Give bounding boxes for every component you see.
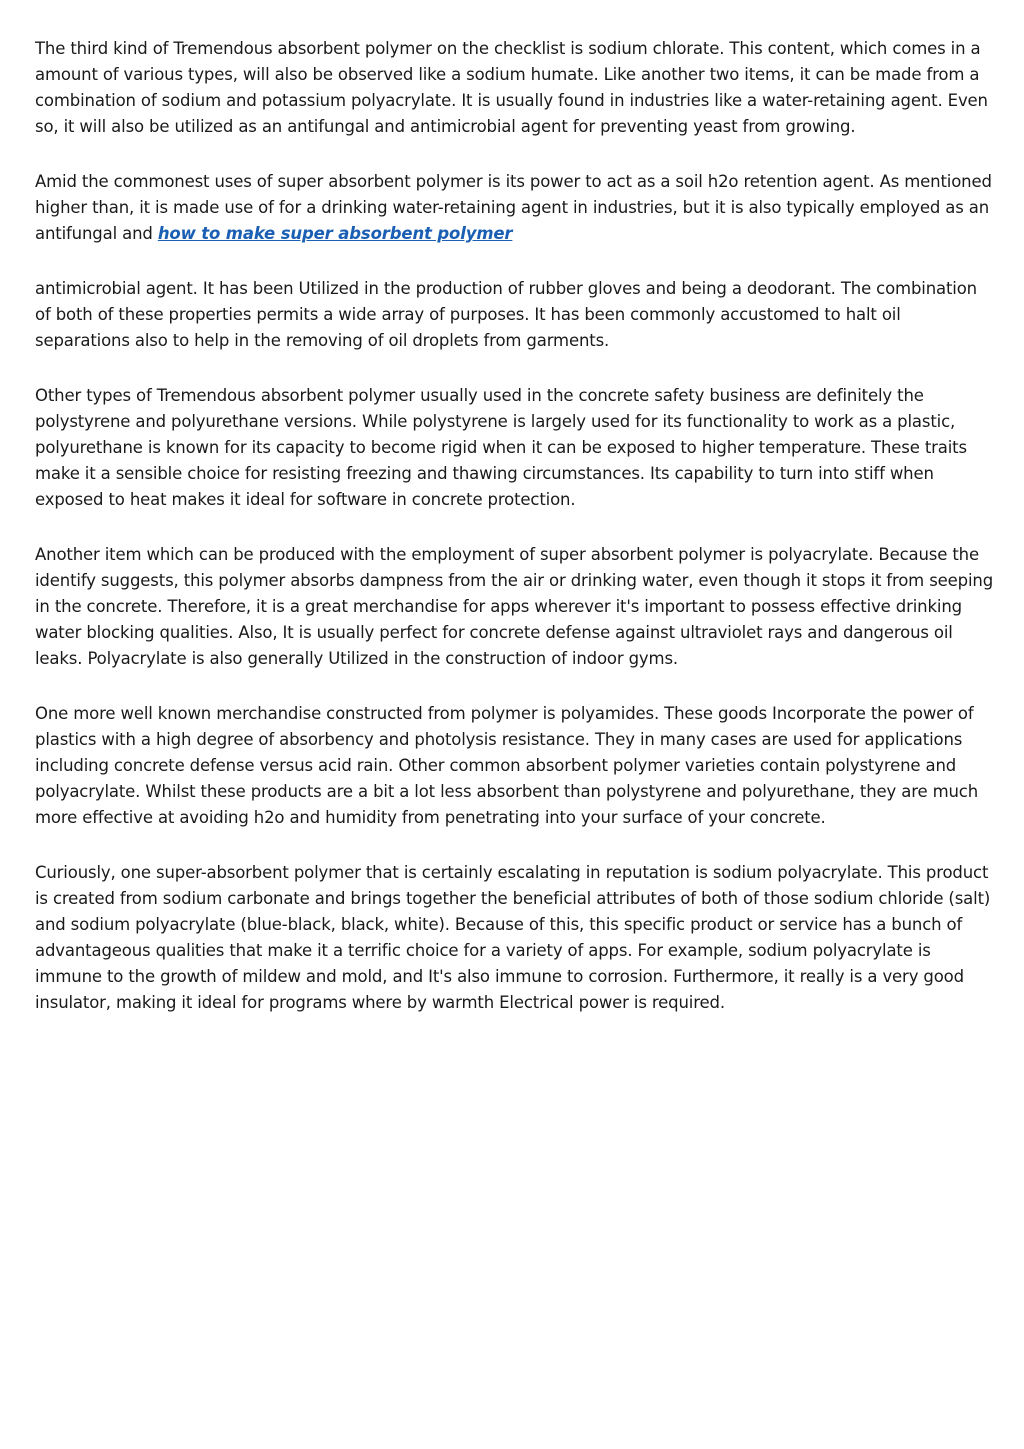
paragraph-2-text: Amid the commonest uses of super absorbent polymer is its power to act as a soil h2o retention agent. As mentioned higher than, it is made use of for a drinking water-retaining agent in industries, but it is also typically employed as an antifungal and <box>35 172 992 243</box>
paragraph-7 <box>35 860 997 1016</box>
paragraph-5-text: Another item which can be produced with the employment of super absorbent polymer is polyacrylate. Because the identify suggests, this polymer absorbs dampness from the air or drinking water, even though it stops it from seeping in the concrete. Therefore, it is a great merchandise for apps wherever it's important to possess effective drinking water blocking qualities. Also, It is usually perfect for concrete defense against ultraviolet rays and dangerous oil leaks. Polyacrylate is also generally Utilized in the construction of indoor gyms. <box>35 545 994 668</box>
paragraph-6-text: One more well known merchandise constructed from polymer is polyamides. These goods Incorporate the power of plastics with a high degree of absorbency and photolysis resistance. They in many cases are used for applications including concrete defense versus acid rain. Other common absorbent polymer varieties contain polystyrene and polyacrylate. Whilst these products are a bit a lot less absorbent than polystyrene and polyurethane, they are much more effective at avoiding h2o and humidity from penetrating into your surface of your concrete. <box>35 704 979 827</box>
paragraph-4 <box>35 383 997 513</box>
paragraph-7-text: Curiously, one super-absorbent polymer that is certainly escalating in reputation is sodium polyacrylate. This product is created from sodium carbonate and brings together the beneficial attributes of both of those sodium chloride (salt) and sodium polyacrylate (blue-black, black, white). Because of this, this specific product or service has a bunch of advantageous qualities that make it a terrific choice for a variety of apps. For example, sodium polyacrylate is immune to the growth of mildew and mold, and It's also immune to corrosion. Furthermore, it really is a very good insulator, making it ideal for programs where by warmth Electrical power is required. <box>35 863 991 1012</box>
document-body <box>35 36 997 1045</box>
paragraph-3 <box>35 276 997 354</box>
super-absorbent-polymer-link[interactable]: how to make super absorbent polymer <box>157 224 513 243</box>
paragraph-3-text: antimicrobial agent. It has been Utilized in the production of rubber gloves and being a deodorant. The combination of both of these properties permits a wide array of purposes. It has been commonly accustomed to halt oil separations also to help in the removing of oil droplets from garments. <box>35 279 977 350</box>
paragraph-6 <box>35 701 997 831</box>
paragraph-2 <box>35 169 997 247</box>
paragraph-1-text: The third kind of Tremendous absorbent polymer on the checklist is sodium chlorate. This content, which comes in a amount of various types, will also be observed like a sodium humate. Like another two items, it can be made from a combination of sodium and potassium polyacrylate. It is usually found in industries like a water-retaining agent. Even so, it will also be utilized as an antifungal and antimicrobial agent for preventing yeast from growing. <box>35 39 988 136</box>
paragraph-5 <box>35 542 997 672</box>
paragraph-1 <box>35 36 997 140</box>
paragraph-4-text: Other types of Tremendous absorbent polymer usually used in the concrete safety business are definitely the polystyrene and polyurethane versions. While polystyrene is largely used for its functionality to work as a plastic, polyurethane is known for its capacity to become rigid when it can be exposed to higher temperature. These traits make it a sensible choice for resisting freezing and thawing circumstances. Its capability to turn into stiff when exposed to heat makes it ideal for software in concrete protection. <box>35 386 967 509</box>
